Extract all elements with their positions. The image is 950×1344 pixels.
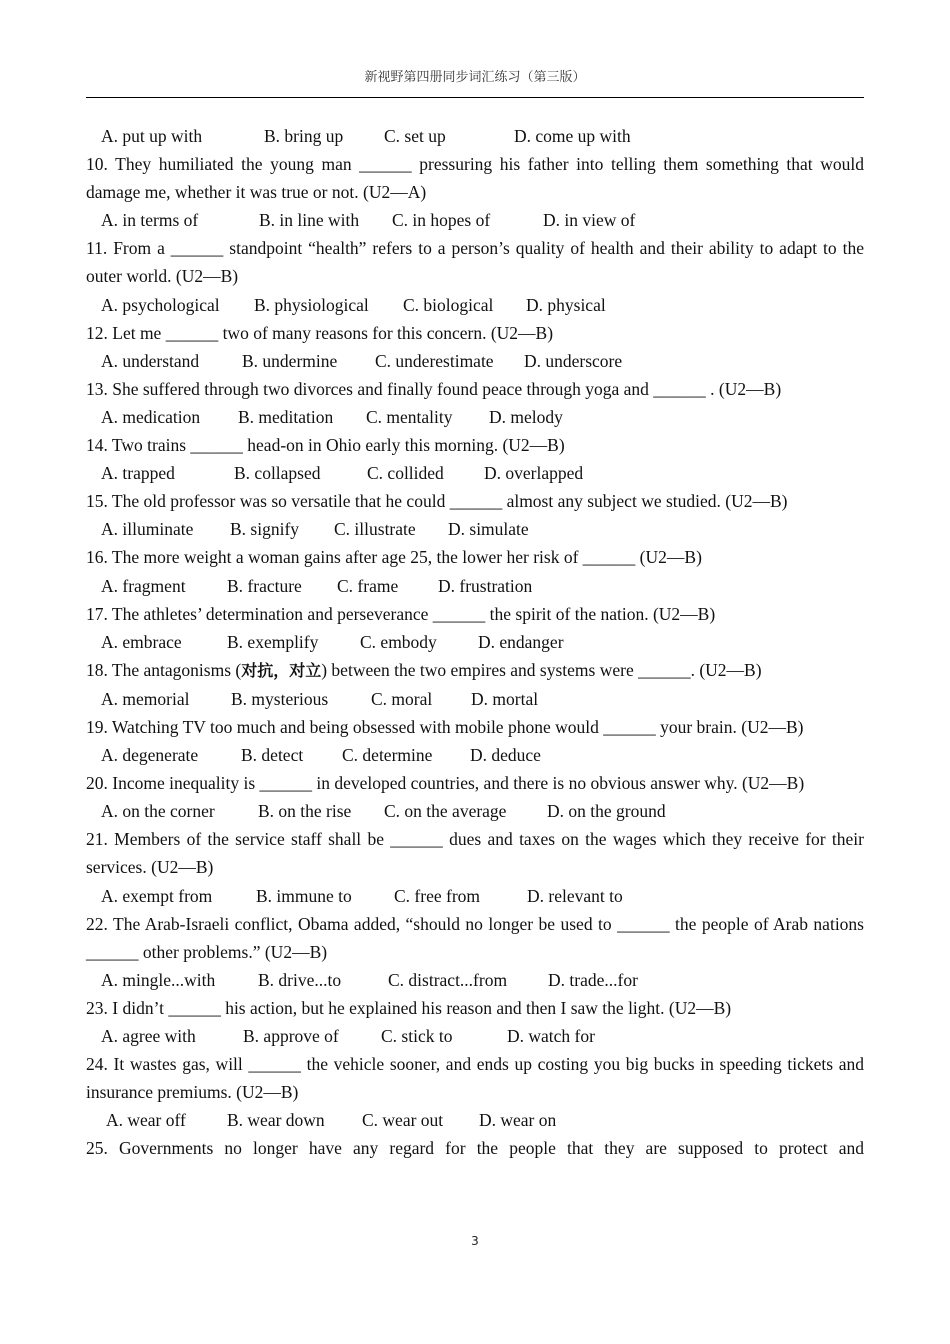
option: C. collided (367, 463, 444, 484)
option: D. underscore (524, 350, 623, 371)
option: B. on the rise (258, 801, 352, 822)
option: A. medication (101, 406, 201, 427)
option: B. immune to (256, 885, 352, 906)
option: A. trapped (101, 463, 175, 484)
option: A. understand (101, 350, 200, 371)
option: C. embody (360, 631, 437, 652)
option: D. in view of (543, 210, 636, 231)
options-q12 (86, 347, 864, 375)
options-q11 (86, 291, 864, 319)
option: C. underestimate (375, 350, 494, 371)
option: D. watch for (507, 1026, 595, 1046)
option: C. biological (403, 294, 494, 315)
option: B. drive...to (258, 969, 342, 990)
option: D. trade...for (548, 969, 638, 990)
option: B. exemplify (227, 631, 319, 652)
option: D. relevant to (527, 885, 623, 906)
option: B. mysterious (231, 688, 329, 709)
option: A. illuminate (101, 519, 194, 540)
option: D. simulate (448, 519, 529, 540)
question-14: 14. Two trains ______ head-on in Ohio early this morning. (U2—B) (86, 435, 565, 456)
option: C. illustrate (334, 519, 416, 540)
option: B. signify (230, 519, 300, 540)
option: D. overlapped (484, 463, 584, 484)
options-q22 (86, 966, 864, 994)
option: A. mingle...with (101, 969, 216, 990)
question-12: 12. Let me ______ two of many reasons for this concern. (U2—B) (86, 322, 554, 343)
option: D. wear on (479, 1110, 557, 1131)
options-q16 (86, 572, 864, 600)
options-q13 (86, 403, 864, 431)
question-22: 22. The Arab-Israeli conflict, Obama added, “should no longer be used to ______ the people of Arab nations ______ other problems.” (U2—B) (86, 913, 864, 962)
option: A. in terms of (101, 210, 199, 231)
options-q14 (86, 459, 864, 487)
options-q19 (86, 741, 864, 769)
options-q21 (86, 882, 864, 910)
options-q15 (86, 515, 864, 543)
option: C. free from (394, 885, 481, 906)
option: A. embrace (101, 631, 182, 652)
option: C. mentality (366, 406, 453, 427)
option: A. wear off (106, 1110, 186, 1131)
option: C. frame (337, 575, 399, 596)
options-q23 (86, 1022, 864, 1050)
question-24: 24. It wastes gas, will ______ the vehicle sooner, and ends up costing you big bucks in speeding tickets and insurance premiums. (U2—B) (86, 1054, 864, 1103)
option: A. psychological (101, 294, 220, 315)
question-18-text-end: ) between the two empires and systems were ______. (U2—B) (321, 659, 762, 680)
question-25: 25. Governments no longer have any regard for the people that they are supposed to protect and (86, 1138, 864, 1159)
options-q9 (86, 122, 864, 150)
option: B. collapsed (234, 463, 321, 484)
option: A. exempt from (101, 885, 213, 906)
options-q18 (86, 685, 864, 713)
option: A. put up with (101, 126, 203, 146)
question-20: 20. Income inequality is ______ in developed countries, and there is no obvious answer why. (U2—B) (86, 773, 805, 794)
option: C. determine (342, 745, 433, 766)
question-18 (86, 656, 864, 685)
option: A. degenerate (101, 745, 199, 766)
option: D. melody (489, 406, 563, 427)
option: B. detect (241, 745, 304, 766)
option: C. in hopes of (392, 210, 491, 231)
option: A. memorial (101, 688, 190, 709)
option: C. on the average (384, 801, 507, 822)
option: B. meditation (238, 406, 334, 427)
question-10: 10. They humiliated the young man ______ pressuring his father into telling them something that would damage me, whether it was true or not. (U2—A) (86, 154, 864, 203)
question-15: 15. The old professor was so versatile that he could ______ almost any subject we studied. (U2—B) (86, 491, 788, 512)
option: B. physiological (254, 294, 369, 315)
options-q17 (86, 628, 864, 656)
option: D. on the ground (547, 801, 666, 822)
option: C. wear out (362, 1110, 444, 1131)
option: D. mortal (471, 688, 539, 709)
page-header: 新视野第四册同步词汇练习（第三版） (364, 70, 586, 85)
option: D. deduce (470, 745, 541, 766)
option: A. on the corner (101, 801, 215, 822)
question-16: 16. The more weight a woman gains after age 25, the lower her risk of ______ (U2—B) (86, 547, 702, 568)
option: B. undermine (242, 350, 338, 371)
option: C. set up (384, 126, 446, 146)
exercise-content (86, 122, 864, 1162)
option: A. fragment (101, 575, 186, 596)
option: D. frustration (438, 575, 533, 596)
option: D. endanger (478, 631, 564, 652)
option: A. agree with (101, 1026, 196, 1046)
option: B. in line with (259, 210, 360, 231)
option: B. approve of (243, 1026, 339, 1046)
question-19: 19. Watching TV too much and being obsessed with mobile phone would ______ your brain. (U2—B) (86, 716, 804, 737)
option: B. fracture (227, 575, 302, 596)
option: C. distract...from (388, 969, 508, 990)
question-21: 21. Members of the service staff shall be ______ dues and taxes on the wages which they receive for their services. (U2—B) (86, 829, 864, 878)
question-17: 17. The athletes’ determination and perseverance ______ the spirit of the nation. (U2—B) (86, 603, 716, 624)
option: D. physical (526, 294, 606, 315)
header-divider (86, 97, 864, 98)
option: C. moral (371, 688, 433, 709)
option: C. stick to (381, 1026, 453, 1046)
question-18-text-start: 18. The antagonisms ( (86, 659, 242, 680)
option: D. come up with (514, 126, 631, 146)
options-q10 (86, 206, 864, 234)
question-18-chinese-gloss: 对抗，对立 (241, 660, 322, 680)
question-11: 11. From a ______ standpoint “health” refers to a person’s quality of health and their ability to adapt to the outer world. (U2—B) (86, 238, 864, 287)
question-23: 23. I didn’t ______ his action, but he explained his reason and then I saw the light. (U2—B) (86, 997, 732, 1018)
option: B. wear down (227, 1110, 325, 1131)
page-number: 3 (471, 1234, 479, 1248)
option: B. bring up (264, 126, 344, 146)
options-q20 (86, 797, 864, 825)
question-13: 13. She suffered through two divorces and finally found peace through yoga and ______ . (U2—B) (86, 378, 782, 399)
options-q24 (86, 1106, 864, 1134)
